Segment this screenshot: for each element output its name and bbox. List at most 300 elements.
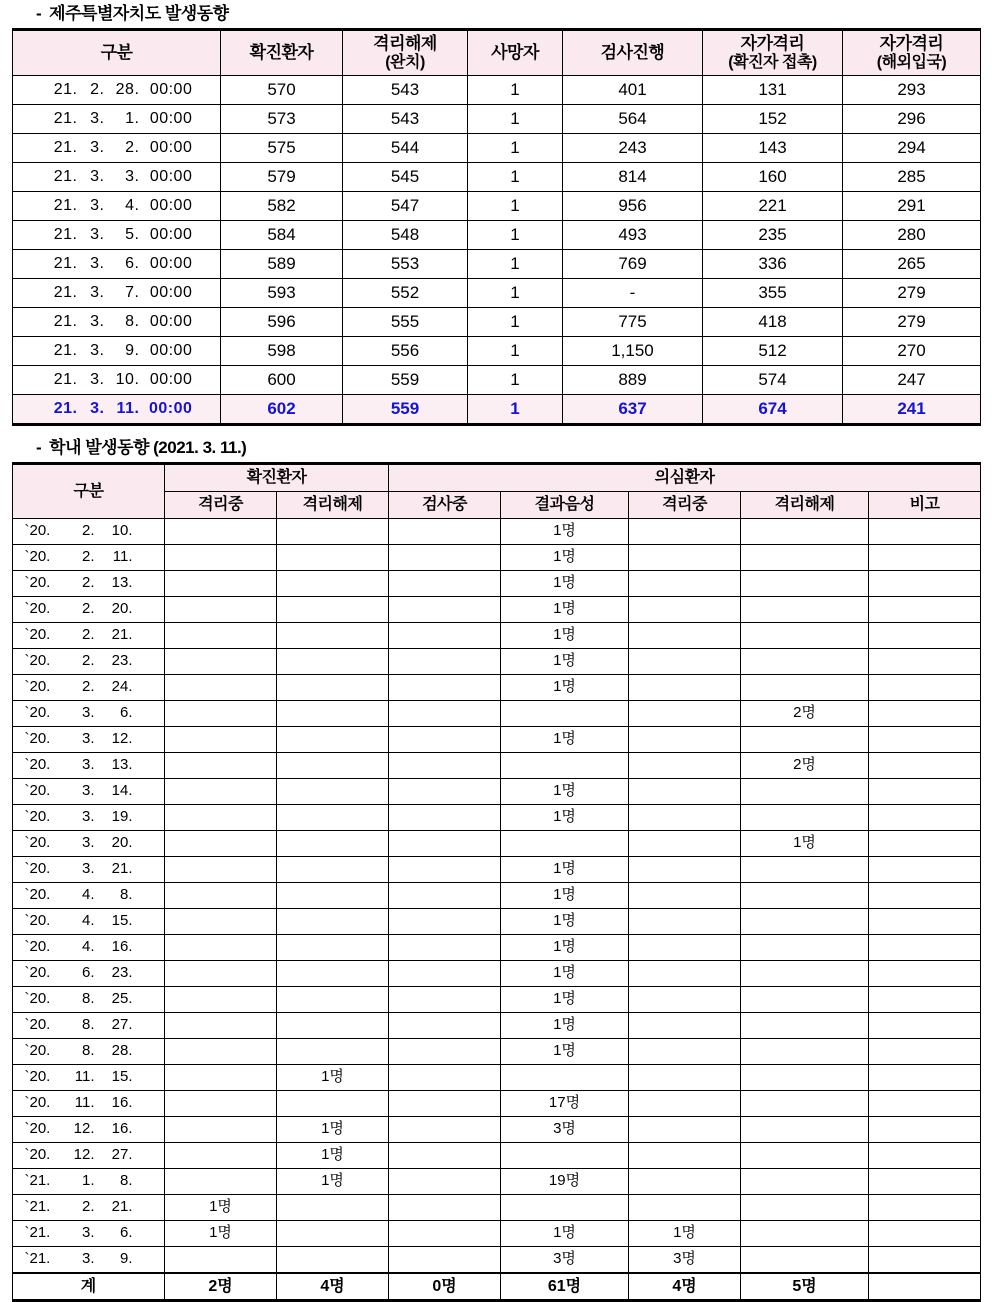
table-row — [13, 337, 981, 366]
cell-suspected-testing — [389, 597, 501, 623]
cell-confirmed-released — [277, 597, 389, 623]
cell-total-confirmed-isolating: 2명 — [165, 1273, 277, 1301]
cell-released: 543 — [343, 76, 468, 105]
cell-quarantine-overseas: 241 — [843, 395, 981, 425]
cell-confirmed: 598 — [221, 337, 343, 366]
cell-suspected-negative: 1명 — [501, 649, 629, 675]
table-row — [13, 134, 981, 163]
cell-quarantine-overseas: 291 — [843, 192, 981, 221]
table-row — [13, 76, 981, 105]
cell-suspected-released — [741, 1091, 869, 1117]
cell-confirmed-isolating: 1명 — [165, 1221, 277, 1247]
cell-remark — [869, 675, 981, 701]
cell-remark — [869, 883, 981, 909]
cell-confirmed-isolating — [165, 909, 277, 935]
cell-total-suspected-negative: 61명 — [501, 1273, 629, 1301]
cell-released: 552 — [343, 279, 468, 308]
cell-confirmed-isolating — [165, 597, 277, 623]
table-row — [13, 1013, 981, 1039]
cell-confirmed-isolating — [165, 935, 277, 961]
cell-period: `20. 8. 27. — [13, 1013, 165, 1039]
col-header-deaths: 사망자 — [468, 30, 563, 76]
table-row — [13, 163, 981, 192]
cell-suspected-negative: 17명 — [501, 1091, 629, 1117]
cell-quarantine-overseas: 285 — [843, 163, 981, 192]
cell-suspected-testing — [389, 1195, 501, 1221]
table-row — [13, 987, 981, 1013]
cell-confirmed: 584 — [221, 221, 343, 250]
cell-period: `20. 2. 24. — [13, 675, 165, 701]
cell-remark — [869, 727, 981, 753]
cell-confirmed-released — [277, 649, 389, 675]
cell-suspected-released — [741, 623, 869, 649]
table-row — [13, 883, 981, 909]
cell-confirmed-released — [277, 753, 389, 779]
cell-quarantine-contact: 336 — [703, 250, 843, 279]
cell-suspected-released: 2명 — [741, 753, 869, 779]
cell-suspected-isolating — [629, 753, 741, 779]
cell-suspected-isolating — [629, 1117, 741, 1143]
cell-suspected-testing — [389, 727, 501, 753]
cell-suspected-isolating — [629, 1039, 741, 1065]
cell-suspected-isolating — [629, 805, 741, 831]
cell-quarantine-contact: 131 — [703, 76, 843, 105]
cell-confirmed-isolating — [165, 727, 277, 753]
cell-confirmed-released: 1명 — [277, 1169, 389, 1195]
cell-confirmed-released — [277, 675, 389, 701]
cell-period: `20. 3. 20. — [13, 831, 165, 857]
cell-suspected-released — [741, 1247, 869, 1274]
cell-testing: 956 — [563, 192, 703, 221]
table-row — [13, 1143, 981, 1169]
section-title-school-trend — [0, 434, 992, 462]
cell-suspected-testing — [389, 779, 501, 805]
cell-suspected-released — [741, 935, 869, 961]
cell-suspected-released — [741, 1117, 869, 1143]
table-row — [13, 545, 981, 571]
cell-quarantine-contact: 143 — [703, 134, 843, 163]
cell-quarantine-overseas: 270 — [843, 337, 981, 366]
table-row — [13, 623, 981, 649]
cell-remark — [869, 753, 981, 779]
cell-suspected-isolating — [629, 571, 741, 597]
cell-period: `20. 4. 16. — [13, 935, 165, 961]
cell-confirmed: 589 — [221, 250, 343, 279]
cell-suspected-testing — [389, 1091, 501, 1117]
cell-suspected-released — [741, 1143, 869, 1169]
cell-confirmed-released — [277, 545, 389, 571]
cell-period: 21. 3. 3. 00:00 — [13, 163, 221, 192]
col-header-remarks: 비고 — [869, 492, 981, 519]
cell-suspected-negative: 1명 — [501, 935, 629, 961]
cell-suspected-isolating: 1명 — [629, 1221, 741, 1247]
cell-suspected-negative: 1명 — [501, 1039, 629, 1065]
table-row — [13, 961, 981, 987]
cell-suspected-isolating — [629, 649, 741, 675]
cell-suspected-negative — [501, 1195, 629, 1221]
school-trend-header-row-1 — [13, 464, 981, 492]
cell-remark — [869, 545, 981, 571]
cell-period: `20. 2. 23. — [13, 649, 165, 675]
cell-period: `20. 2. 11. — [13, 545, 165, 571]
cell-suspected-isolating — [629, 961, 741, 987]
cell-quarantine-overseas: 294 — [843, 134, 981, 163]
cell-released: 556 — [343, 337, 468, 366]
table-row — [13, 831, 981, 857]
col-header-suspected-isolating: 격리중 — [629, 492, 741, 519]
col-group-header-confirmed: 확진환자 — [165, 464, 389, 492]
cell-period: `20. 3. 21. — [13, 857, 165, 883]
cell-period: 21. 3. 1. 00:00 — [13, 105, 221, 134]
cell-released: 544 — [343, 134, 468, 163]
cell-remark — [869, 1143, 981, 1169]
cell-remark — [869, 1169, 981, 1195]
cell-quarantine-contact: 574 — [703, 366, 843, 395]
cell-suspected-testing — [389, 1221, 501, 1247]
cell-suspected-negative: 1명 — [501, 545, 629, 571]
cell-released: 553 — [343, 250, 468, 279]
cell-remark — [869, 623, 981, 649]
cell-suspected-testing — [389, 675, 501, 701]
cell-confirmed-isolating — [165, 623, 277, 649]
table-row — [13, 250, 981, 279]
cell-suspected-isolating — [629, 831, 741, 857]
cell-suspected-testing — [389, 1117, 501, 1143]
cell-suspected-isolating — [629, 701, 741, 727]
cell-period: 21. 3. 10. 00:00 — [13, 366, 221, 395]
col-header-suspected-negative: 결과음성 — [501, 492, 629, 519]
cell-confirmed-isolating — [165, 675, 277, 701]
cell-confirmed-released — [277, 909, 389, 935]
cell-testing: 1,150 — [563, 337, 703, 366]
cell-suspected-negative: 1명 — [501, 805, 629, 831]
cell-confirmed-released — [277, 987, 389, 1013]
cell-released: 555 — [343, 308, 468, 337]
cell-period: 21. 2. 28. 00:00 — [13, 76, 221, 105]
cell-remark — [869, 1247, 981, 1274]
cell-testing: 637 — [563, 395, 703, 425]
col-group-header-suspected: 의심환자 — [389, 464, 981, 492]
cell-confirmed-released — [277, 883, 389, 909]
cell-period: `20. 11. 16. — [13, 1091, 165, 1117]
cell-suspected-isolating — [629, 857, 741, 883]
cell-remark — [869, 701, 981, 727]
cell-suspected-testing — [389, 701, 501, 727]
cell-suspected-negative — [501, 1143, 629, 1169]
cell-suspected-released — [741, 675, 869, 701]
cell-confirmed-isolating — [165, 961, 277, 987]
cell-deaths: 1 — [468, 250, 563, 279]
cell-suspected-negative: 1명 — [501, 623, 629, 649]
cell-quarantine-overseas: 265 — [843, 250, 981, 279]
cell-deaths: 1 — [468, 192, 563, 221]
cell-suspected-negative — [501, 753, 629, 779]
cell-suspected-isolating — [629, 675, 741, 701]
col-header-confirmed: 확진환자 — [221, 30, 343, 76]
cell-confirmed-isolating — [165, 1091, 277, 1117]
cell-period: `20. 11. 15. — [13, 1065, 165, 1091]
table-row — [13, 935, 981, 961]
cell-released: 545 — [343, 163, 468, 192]
cell-suspected-isolating — [629, 1195, 741, 1221]
cell-confirmed-released — [277, 857, 389, 883]
cell-confirmed-released — [277, 1091, 389, 1117]
cell-confirmed: 570 — [221, 76, 343, 105]
cell-period: `21. 2. 21. — [13, 1195, 165, 1221]
cell-period: `20. 12. 16. — [13, 1117, 165, 1143]
cell-suspected-released — [741, 987, 869, 1013]
cell-testing: 564 — [563, 105, 703, 134]
cell-suspected-isolating — [629, 519, 741, 545]
table-row — [13, 857, 981, 883]
cell-testing: 889 — [563, 366, 703, 395]
cell-suspected-released — [741, 961, 869, 987]
cell-suspected-released — [741, 545, 869, 571]
cell-suspected-negative: 1명 — [501, 779, 629, 805]
cell-released: 543 — [343, 105, 468, 134]
cell-suspected-negative: 3명 — [501, 1117, 629, 1143]
cell-confirmed-isolating — [165, 1065, 277, 1091]
cell-quarantine-overseas: 280 — [843, 221, 981, 250]
section-title-text-1: 제주특별자치도 발생동향 — [49, 4, 229, 23]
cell-quarantine-overseas: 247 — [843, 366, 981, 395]
cell-testing: - — [563, 279, 703, 308]
cell-period: `20. 4. 15. — [13, 909, 165, 935]
cell-suspected-testing — [389, 545, 501, 571]
cell-suspected-testing — [389, 623, 501, 649]
table-row — [13, 366, 981, 395]
cell-period: `20. 2. 21. — [13, 623, 165, 649]
cell-quarantine-overseas: 296 — [843, 105, 981, 134]
cell-remark — [869, 1091, 981, 1117]
section-title-region-trend — [0, 0, 992, 28]
cell-period: 21. 3. 5. 00:00 — [13, 221, 221, 250]
cell-confirmed: 593 — [221, 279, 343, 308]
region-trend-header-row — [13, 30, 981, 76]
cell-suspected-released — [741, 1013, 869, 1039]
cell-released: 548 — [343, 221, 468, 250]
cell-testing: 775 — [563, 308, 703, 337]
table-row — [13, 519, 981, 545]
cell-confirmed-released — [277, 1247, 389, 1274]
table-row — [13, 727, 981, 753]
cell-confirmed-isolating — [165, 1117, 277, 1143]
cell-released: 559 — [343, 366, 468, 395]
cell-quarantine-contact: 512 — [703, 337, 843, 366]
cell-remark — [869, 987, 981, 1013]
cell-suspected-testing — [389, 857, 501, 883]
cell-period: 21. 3. 9. 00:00 — [13, 337, 221, 366]
cell-period: 21. 3. 6. 00:00 — [13, 250, 221, 279]
cell-suspected-testing — [389, 1065, 501, 1091]
table-row — [13, 1091, 981, 1117]
cell-suspected-testing — [389, 909, 501, 935]
cell-deaths: 1 — [468, 105, 563, 134]
cell-confirmed-isolating — [165, 805, 277, 831]
cell-suspected-negative: 1명 — [501, 675, 629, 701]
cell-period: `21. 1. 8. — [13, 1169, 165, 1195]
cell-quarantine-contact: 418 — [703, 308, 843, 337]
cell-period: 21. 3. 11. 00:00 — [13, 395, 221, 425]
cell-suspected-negative: 1명 — [501, 727, 629, 753]
cell-suspected-released — [741, 883, 869, 909]
cell-period: `20. 4. 8. — [13, 883, 165, 909]
cell-period: `20. 3. 13. — [13, 753, 165, 779]
cell-suspected-released — [741, 597, 869, 623]
cell-suspected-released: 2명 — [741, 701, 869, 727]
cell-period: `20. 8. 28. — [13, 1039, 165, 1065]
col-header-period: 구분 — [13, 30, 221, 76]
cell-remark — [869, 857, 981, 883]
cell-deaths: 1 — [468, 395, 563, 425]
cell-deaths: 1 — [468, 279, 563, 308]
table-row — [13, 909, 981, 935]
cell-suspected-isolating — [629, 1013, 741, 1039]
table-row — [13, 1039, 981, 1065]
cell-period: `20. 3. 6. — [13, 701, 165, 727]
cell-deaths: 1 — [468, 221, 563, 250]
table-row — [13, 308, 981, 337]
cell-quarantine-contact: 152 — [703, 105, 843, 134]
cell-suspected-testing — [389, 883, 501, 909]
cell-confirmed-released — [277, 623, 389, 649]
cell-confirmed-isolating — [165, 1013, 277, 1039]
cell-total-remark — [869, 1273, 981, 1301]
table-row — [13, 1195, 981, 1221]
cell-confirmed: 600 — [221, 366, 343, 395]
cell-remark — [869, 649, 981, 675]
cell-suspected-released — [741, 1065, 869, 1091]
cell-period: `20. 2. 13. — [13, 571, 165, 597]
cell-deaths: 1 — [468, 134, 563, 163]
cell-confirmed-isolating — [165, 571, 277, 597]
section-title-text-2: 학내 발생동향 (2021. 3. 11.) — [49, 438, 247, 457]
cell-suspected-released — [741, 571, 869, 597]
cell-confirmed-released — [277, 727, 389, 753]
table-row — [13, 701, 981, 727]
cell-total-suspected-released: 5명 — [741, 1273, 869, 1301]
cell-suspected-negative: 1명 — [501, 519, 629, 545]
cell-suspected-isolating — [629, 597, 741, 623]
cell-period: `21. 3. 6. — [13, 1221, 165, 1247]
cell-suspected-released — [741, 909, 869, 935]
cell-suspected-released — [741, 519, 869, 545]
table-row — [13, 221, 981, 250]
cell-period: 21. 3. 8. 00:00 — [13, 308, 221, 337]
cell-remark — [869, 1117, 981, 1143]
cell-suspected-released — [741, 779, 869, 805]
cell-remark — [869, 779, 981, 805]
cell-testing: 243 — [563, 134, 703, 163]
cell-suspected-negative: 1명 — [501, 1221, 629, 1247]
cell-suspected-negative: 1명 — [501, 857, 629, 883]
cell-suspected-negative — [501, 701, 629, 727]
cell-suspected-negative: 1명 — [501, 883, 629, 909]
cell-suspected-testing — [389, 961, 501, 987]
cell-suspected-testing — [389, 1247, 501, 1274]
bullet-dash-2: - — [36, 438, 42, 457]
cell-remark — [869, 961, 981, 987]
cell-quarantine-contact: 160 — [703, 163, 843, 192]
table-row — [13, 1117, 981, 1143]
cell-quarantine-contact: 674 — [703, 395, 843, 425]
bullet-dash-1: - — [36, 4, 42, 23]
cell-period: 21. 3. 2. 00:00 — [13, 134, 221, 163]
cell-released: 547 — [343, 192, 468, 221]
cell-suspected-isolating — [629, 727, 741, 753]
cell-suspected-testing — [389, 1013, 501, 1039]
cell-remark — [869, 597, 981, 623]
cell-suspected-released — [741, 857, 869, 883]
col-header-confirmed-isolating: 격리중 — [165, 492, 277, 519]
cell-confirmed-released: 1명 — [277, 1065, 389, 1091]
col-header-quarantine-overseas: 자가격리 (해외입국) — [843, 30, 981, 76]
table-row — [13, 571, 981, 597]
cell-remark — [869, 1013, 981, 1039]
cell-confirmed-released — [277, 1221, 389, 1247]
col-header-released: 격리해제 (완치) — [343, 30, 468, 76]
cell-suspected-negative: 1명 — [501, 571, 629, 597]
cell-period: 21. 3. 4. 00:00 — [13, 192, 221, 221]
cell-testing: 401 — [563, 76, 703, 105]
cell-suspected-testing — [389, 1039, 501, 1065]
cell-suspected-testing — [389, 805, 501, 831]
cell-remark — [869, 805, 981, 831]
col-header-school-period: 구분 — [13, 464, 165, 519]
cell-testing: 769 — [563, 250, 703, 279]
cell-suspected-testing — [389, 831, 501, 857]
cell-confirmed-isolating — [165, 1039, 277, 1065]
cell-period: `20. 2. 20. — [13, 597, 165, 623]
cell-period: `20. 2. 10. — [13, 519, 165, 545]
cell-remark — [869, 1221, 981, 1247]
cell-period: `20. 3. 12. — [13, 727, 165, 753]
cell-confirmed-released — [277, 779, 389, 805]
cell-confirmed-released — [277, 1039, 389, 1065]
cell-remark — [869, 935, 981, 961]
table-row — [13, 753, 981, 779]
cell-confirmed-isolating — [165, 1169, 277, 1195]
cell-remark — [869, 909, 981, 935]
cell-confirmed-isolating — [165, 857, 277, 883]
cell-suspected-isolating — [629, 1169, 741, 1195]
region-trend-table — [12, 28, 981, 426]
cell-confirmed-isolating — [165, 831, 277, 857]
cell-suspected-isolating — [629, 883, 741, 909]
cell-suspected-testing — [389, 1169, 501, 1195]
table-row — [13, 649, 981, 675]
cell-suspected-isolating — [629, 779, 741, 805]
cell-total-suspected-isolating: 4명 — [629, 1273, 741, 1301]
cell-suspected-isolating — [629, 987, 741, 1013]
cell-suspected-testing — [389, 519, 501, 545]
table-row — [13, 805, 981, 831]
cell-testing: 814 — [563, 163, 703, 192]
cell-suspected-testing — [389, 987, 501, 1013]
cell-suspected-negative: 1명 — [501, 1013, 629, 1039]
cell-remark — [869, 1039, 981, 1065]
cell-confirmed-isolating — [165, 649, 277, 675]
cell-confirmed-released — [277, 519, 389, 545]
col-header-suspected-testing: 검사중 — [389, 492, 501, 519]
cell-confirmed-released — [277, 935, 389, 961]
table-row — [13, 1221, 981, 1247]
cell-released: 559 — [343, 395, 468, 425]
cell-total-suspected-testing: 0명 — [389, 1273, 501, 1301]
col-header-testing: 검사진행 — [563, 30, 703, 76]
cell-period: `20. 3. 14. — [13, 779, 165, 805]
cell-suspected-released — [741, 805, 869, 831]
